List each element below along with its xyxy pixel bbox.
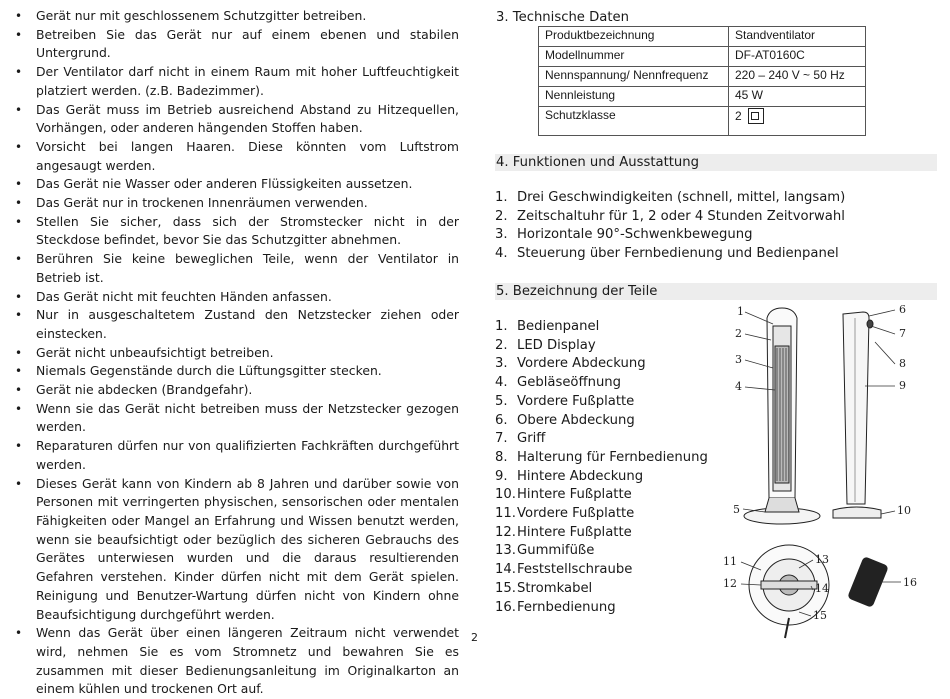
safety-section xyxy=(12,7,459,699)
list-item: 13.Gummifüße xyxy=(495,543,595,559)
list-item: 14.Feststellschraube xyxy=(495,562,633,578)
list-item: 3. Vordere Abdeckung xyxy=(495,356,646,372)
table-row xyxy=(539,107,866,136)
bullet-icon: • xyxy=(15,102,23,117)
list-item: 5. Vordere Fußplatte xyxy=(495,393,635,409)
safety-item: • Vorsicht bei langen Haaren. Diese könnten vom Luftstrom angesaugt werden. xyxy=(15,138,459,173)
list-item: 2. Zeitschaltuhr für 1, 2 oder 4 Stunden Zeitvorwahl xyxy=(495,208,845,224)
spec-value: 45 W xyxy=(729,87,866,107)
list-item: 1. Drei Geschwindigkeiten (schnell, mittel, langsam) xyxy=(495,190,846,205)
safety-item: • Das Gerät nur in trockenen Innenräumen verwenden. xyxy=(12,194,459,213)
bullet-icon: • xyxy=(15,214,23,229)
callout-9: 9 xyxy=(899,379,906,392)
bullet-icon: • xyxy=(15,9,23,23)
callout-11: 11 xyxy=(723,555,737,568)
list-item: 10.Hintere Fußplatte xyxy=(495,487,632,503)
callout-1: 1 xyxy=(737,305,744,318)
bullet-icon: • xyxy=(15,65,23,80)
fan-front-view xyxy=(744,308,820,524)
safety-item: • Gerät nie abdecken (Brandgefahr). xyxy=(12,381,459,400)
callout-10: 10 xyxy=(897,504,911,517)
callout-6: 6 xyxy=(899,303,906,316)
bullet-icon: • xyxy=(15,196,23,211)
tech-heading: 3. Technische Daten xyxy=(496,10,629,25)
list-item: 12.Hintere Fußplatte xyxy=(495,524,632,540)
safety-item: • Das Gerät nie Wasser oder anderen Flüssigkeiten aussetzen. xyxy=(12,175,459,194)
spec-key: Produktbezeichnung xyxy=(539,27,729,47)
list-item: 4. Steuerung über Fernbedienung und Bedienpanel xyxy=(495,245,839,261)
bullet-icon: • xyxy=(15,308,23,323)
safety-item: • Stellen Sie sicher, dass sich der Stromstecker nicht in der Steckdose befindet, bevor Sie das Schutzgitter abnehmen. xyxy=(15,213,459,248)
functions-heading: 4. Funktionen und Ausstattung xyxy=(495,154,937,171)
safety-item: • Wenn sie das Gerät nicht betreiben muss der Netzstecker gezogen werden. xyxy=(15,400,459,435)
functions-list xyxy=(495,189,845,263)
bullet-icon: • xyxy=(15,289,23,304)
spec-value: 220 – 240 V ~ 50 Hz xyxy=(729,67,866,87)
parts-list xyxy=(495,318,708,617)
bullet-icon: • xyxy=(15,383,23,398)
callout-16: 16 xyxy=(903,576,917,589)
table-row xyxy=(539,67,866,87)
list-item: 15.Stromkabel xyxy=(495,580,593,596)
spec-value: DF-AT0160C xyxy=(729,47,866,67)
spec-value: 2 xyxy=(729,107,866,136)
callout-8: 8 xyxy=(899,357,906,370)
callout-4: 4 xyxy=(735,380,742,393)
protection-class-2-icon xyxy=(748,108,764,124)
list-item: 16.Fernbedienung xyxy=(495,599,616,615)
bullet-icon: • xyxy=(15,27,23,42)
callout-15: 15 xyxy=(813,609,827,622)
table-row xyxy=(539,27,866,47)
callout-7: 7 xyxy=(899,327,906,340)
list-item: 2. LED Display xyxy=(495,337,596,353)
spec-key: Modellnummer xyxy=(539,47,729,67)
fan-parts-diagram xyxy=(715,298,915,643)
callout-3: 3 xyxy=(735,353,742,366)
list-item: 4. Gebläseöffnung xyxy=(495,375,622,391)
table-row xyxy=(539,47,866,67)
list-item: 6. Obere Abdeckung xyxy=(495,412,635,428)
safety-item: • Betreiben Sie das Gerät nur auf einem ebenen und stabilen Untergrund. xyxy=(15,26,459,61)
callout-5: 5 xyxy=(733,503,740,516)
safety-item: • Gerät nicht unbeaufsichtigt betreiben. xyxy=(12,344,459,363)
parts-heading: 5. Bezeichnung der Teile xyxy=(495,283,937,300)
bullet-icon: • xyxy=(15,401,23,416)
bullet-icon: • xyxy=(15,139,23,154)
bullet-icon: • xyxy=(15,364,23,379)
bullet-icon: • xyxy=(15,439,23,454)
callout-12: 12 xyxy=(723,577,737,590)
safety-item: • Das Gerät nicht mit feuchten Händen anfassen. xyxy=(12,288,459,307)
bullet-icon: • xyxy=(15,345,23,360)
safety-item: • Der Ventilator darf nicht in einem Raum mit hoher Luftfeuchtigkeit platziert werden. (z.B. Badezimmer). xyxy=(15,64,459,98)
spec-table xyxy=(538,26,866,136)
callout-13: 13 xyxy=(815,553,829,566)
safety-item: • Gerät nur mit geschlossenem Schutzgitter betreiben. xyxy=(12,7,459,26)
safety-item: • Nur in ausgeschaltetem Zustand den Netzstecker ziehen oder einstecken. xyxy=(15,307,459,341)
bullet-icon: • xyxy=(15,626,23,641)
safety-list xyxy=(12,7,459,699)
spec-key: Nennleistung xyxy=(539,87,729,107)
safety-item: • Das Gerät muss im Betrieb ausreichend Abstand zu Hitzequellen, Vorhängen, oder anderen hängenden Stoffen haben. xyxy=(15,101,459,136)
spec-value: Standventilator xyxy=(729,27,866,47)
bullet-icon: • xyxy=(15,476,23,491)
safety-item: • Niemals Gegenstände durch die Lüftungsgitter stecken. xyxy=(12,362,459,381)
safety-item: • Dieses Gerät kann von Kindern ab 8 Jahren und darüber sowie von Personen mit verringerten physischen, sensorischen oder mentalen Fähigkeiten oder Mangel an Erfahrung und Wissen benutzt werden, wenn sie beaufsichtigt oder bezüglich des sicheren Gebrauchs des Gerätes unterwiesen wurden und die daraus resultierenden Gefahren verstehen. Kinder dürfen nicht mit dem Gerät spielen. Reinigung und Benutzer-Wartung dürfen nicht von Kindern ohne Beaufsichtigung durchgeführt werden. xyxy=(15,475,459,622)
table-row xyxy=(539,87,866,107)
bullet-icon: • xyxy=(15,177,23,192)
spec-key: Schutzklasse xyxy=(539,107,729,136)
page-number: 2 xyxy=(471,631,478,644)
list-item: 8. Halterung für Fernbedienung xyxy=(495,449,708,465)
list-item: 3. Horizontale 90°-Schwenkbewegung xyxy=(495,227,753,242)
list-item: 7. Griff xyxy=(495,431,546,447)
safety-item: • Berühren Sie keine beweglichen Teile, wenn der Ventilator in Betrieb ist. xyxy=(15,251,459,285)
safety-item: • Wenn das Gerät über einen längeren Zeitraum nicht verwendet wird, nehmen Sie es vom Stromnetz und bewahren Sie es zusammen mit dieser Bedienungsanleitung im Originalkarton an einem kühlen und trockenen Ort auf. xyxy=(15,625,459,697)
callout-14: 14 xyxy=(815,582,829,595)
fan-side-view xyxy=(833,312,881,518)
bullet-icon: • xyxy=(15,252,23,267)
callout-2: 2 xyxy=(735,327,742,340)
list-item: 11.Vordere Fußplatte xyxy=(495,506,635,522)
list-item: 9. Hintere Abdeckung xyxy=(495,468,644,484)
spec-key: Nennspannung/ Nennfrequenz xyxy=(539,67,729,87)
list-item: 1. Bedienpanel xyxy=(495,319,600,334)
safety-item: • Reparaturen dürfen nur von qualifizierten Fachkräften durchgeführt werden. xyxy=(15,438,459,472)
